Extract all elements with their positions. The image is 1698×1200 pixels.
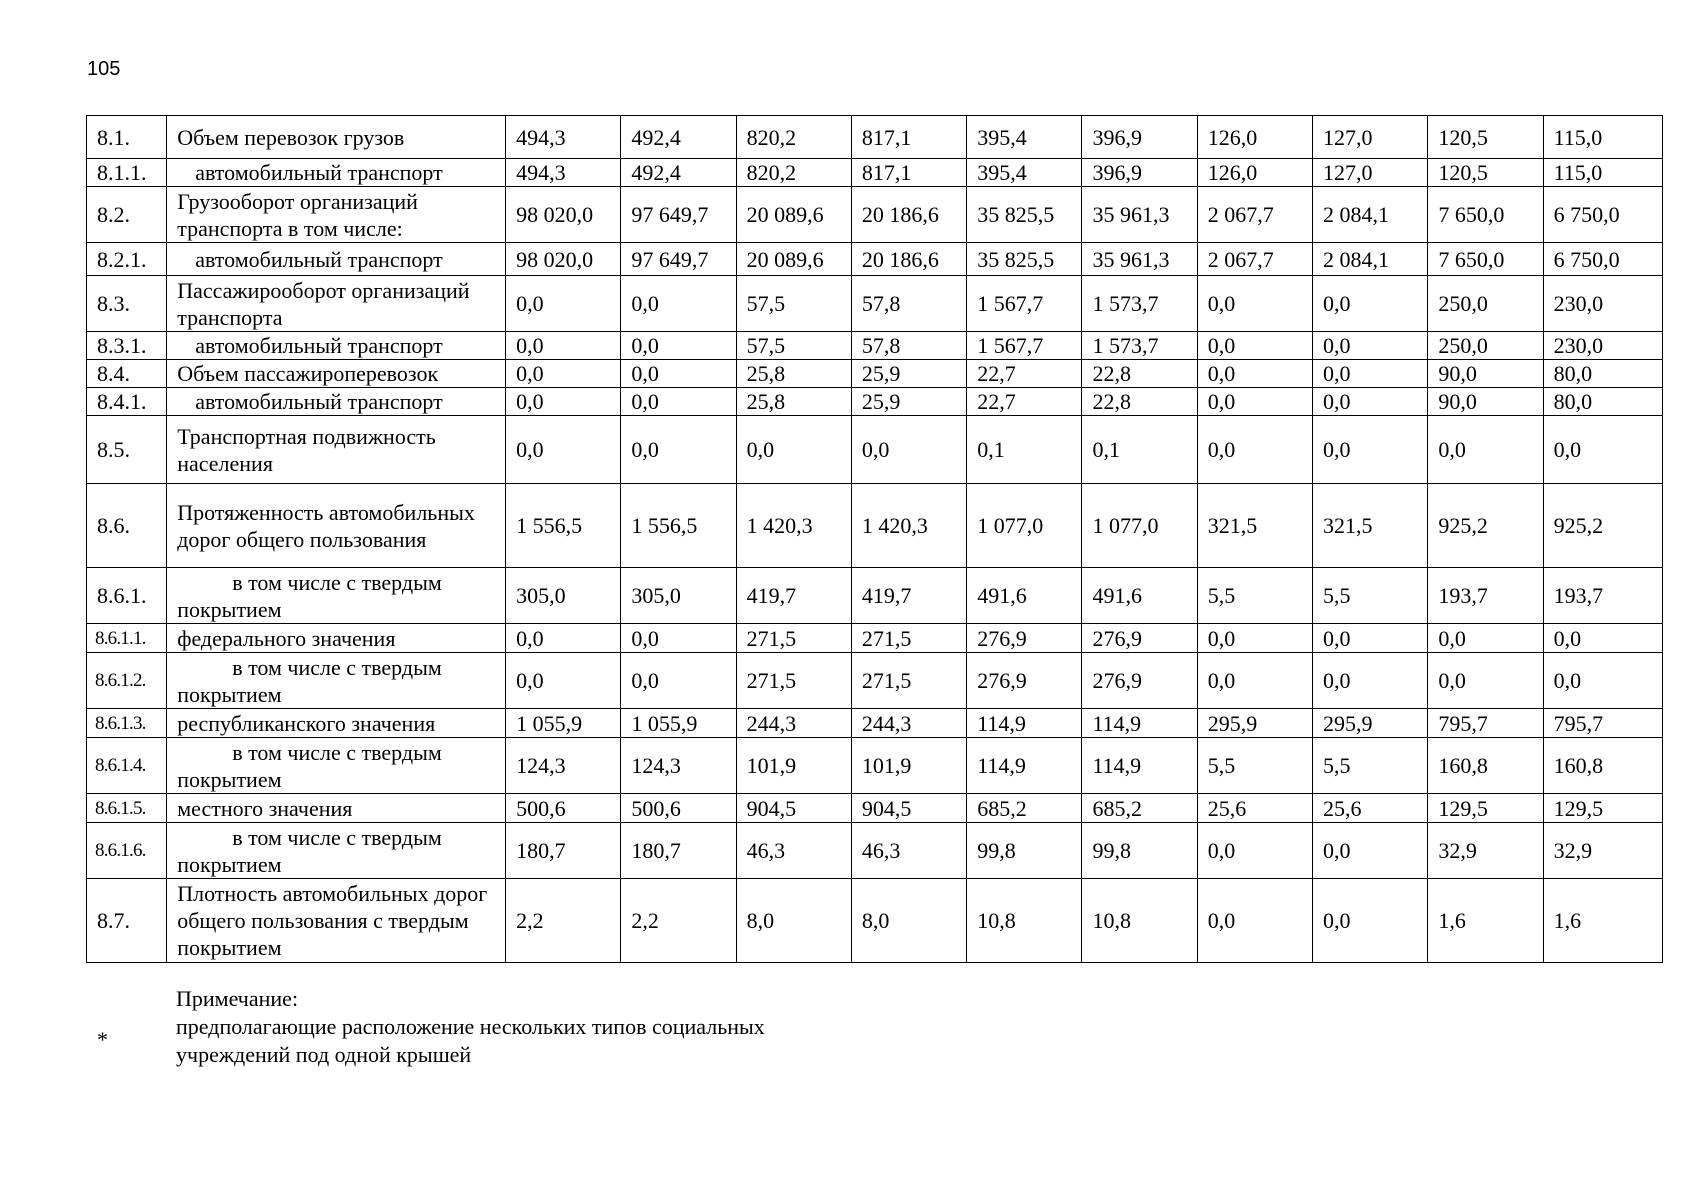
- value-cell: 98 020,0: [506, 187, 621, 243]
- value-cell: 99,8: [967, 823, 1082, 879]
- value-cell: 32,9: [1543, 823, 1662, 879]
- value-cell: 0,0: [1428, 624, 1543, 653]
- value-cell: 5,5: [1197, 738, 1312, 794]
- value-cell: 276,9: [967, 653, 1082, 709]
- value-cell: 820,2: [736, 159, 851, 187]
- value-cell: 0,0: [1313, 332, 1428, 360]
- value-cell: 124,3: [506, 738, 621, 794]
- row-label: Протяженность автомобильных дорог общего пользования: [167, 484, 506, 568]
- table-row: [87, 360, 1663, 388]
- value-cell: 492,4: [621, 116, 736, 159]
- value-cell: 271,5: [851, 624, 966, 653]
- table-row: [87, 709, 1663, 738]
- table-row: [87, 388, 1663, 416]
- value-cell: 90,0: [1428, 388, 1543, 416]
- value-cell: 271,5: [736, 653, 851, 709]
- value-cell: 180,7: [506, 823, 621, 879]
- value-cell: 500,6: [621, 794, 736, 823]
- value-cell: 1,6: [1428, 879, 1543, 963]
- value-cell: 57,5: [736, 332, 851, 360]
- value-cell: 180,7: [621, 823, 736, 879]
- row-label-line: в том числе с твердым: [232, 569, 442, 595]
- value-cell: 0,0: [506, 388, 621, 416]
- value-cell: 0,0: [1313, 388, 1428, 416]
- value-cell: 0,0: [621, 653, 736, 709]
- value-cell: 20 089,6: [736, 243, 851, 276]
- row-code: 8.4.1.: [87, 388, 167, 416]
- value-cell: 120,5: [1428, 159, 1543, 187]
- value-cell: 0,0: [1313, 879, 1428, 963]
- value-cell: 0,0: [1313, 653, 1428, 709]
- value-cell: 0,0: [621, 276, 736, 332]
- value-cell: 500,6: [506, 794, 621, 823]
- row-label-line: покрытием: [177, 681, 282, 707]
- value-cell: 2 084,1: [1313, 243, 1428, 276]
- page-number: 105: [87, 58, 121, 80]
- value-cell: 494,3: [506, 116, 621, 159]
- value-cell: 0,0: [1197, 879, 1312, 963]
- row-code: 8.5.: [87, 416, 167, 484]
- table-row: [87, 159, 1663, 187]
- value-cell: 6 750,0: [1543, 243, 1662, 276]
- value-cell: 230,0: [1543, 332, 1662, 360]
- value-cell: 0,0: [506, 360, 621, 388]
- table-row: [87, 187, 1663, 243]
- value-cell: 57,8: [851, 332, 966, 360]
- value-cell: 35 825,5: [967, 187, 1082, 243]
- value-cell: 0,0: [1313, 360, 1428, 388]
- value-cell: 90,0: [1428, 360, 1543, 388]
- value-cell: 0,0: [506, 653, 621, 709]
- value-cell: 276,9: [1082, 624, 1197, 653]
- value-cell: 395,4: [967, 116, 1082, 159]
- value-cell: 904,5: [736, 794, 851, 823]
- value-cell: 0,0: [621, 332, 736, 360]
- value-cell: 1 567,7: [967, 332, 1082, 360]
- table-row: [87, 568, 1663, 624]
- value-cell: 0,0: [1197, 823, 1312, 879]
- value-cell: 1 573,7: [1082, 276, 1197, 332]
- value-cell: 925,2: [1543, 484, 1662, 568]
- row-code: 8.7.: [87, 879, 167, 963]
- value-cell: 124,3: [621, 738, 736, 794]
- value-cell: 925,2: [1428, 484, 1543, 568]
- row-label: Плотность автомобильных дорог общего пользования с твердым покрытием: [167, 879, 506, 963]
- value-cell: 295,9: [1313, 709, 1428, 738]
- footnote-star: *: [97, 1027, 108, 1052]
- value-cell: 0,0: [1313, 276, 1428, 332]
- value-cell: 820,2: [736, 116, 851, 159]
- value-cell: 101,9: [851, 738, 966, 794]
- value-cell: 0,0: [1313, 416, 1428, 484]
- value-cell: 1 055,9: [506, 709, 621, 738]
- value-cell: 1 573,7: [1082, 332, 1197, 360]
- table-row: [87, 738, 1663, 794]
- row-code: 8.1.1.: [87, 159, 167, 187]
- value-cell: 10,8: [1082, 879, 1197, 963]
- value-cell: 0,0: [506, 276, 621, 332]
- value-cell: 25,8: [736, 360, 851, 388]
- value-cell: 6 750,0: [1543, 187, 1662, 243]
- value-cell: 32,9: [1428, 823, 1543, 879]
- value-cell: 321,5: [1197, 484, 1312, 568]
- row-code: 8.6.1.4.: [87, 738, 167, 794]
- value-cell: 115,0: [1543, 116, 1662, 159]
- value-cell: 129,5: [1428, 794, 1543, 823]
- value-cell: 0,0: [1543, 624, 1662, 653]
- value-cell: 0,0: [621, 388, 736, 416]
- footnote-title: Примечание:: [176, 986, 299, 1011]
- value-cell: 492,4: [621, 159, 736, 187]
- value-cell: 0,0: [621, 360, 736, 388]
- value-cell: 0,0: [851, 416, 966, 484]
- row-label: федерального значения: [167, 624, 506, 653]
- value-cell: 0,0: [1197, 653, 1312, 709]
- row-label: [167, 653, 506, 709]
- row-code: 8.3.1.: [87, 332, 167, 360]
- value-cell: 1 420,3: [736, 484, 851, 568]
- value-cell: 114,9: [1082, 738, 1197, 794]
- value-cell: 0,0: [1428, 416, 1543, 484]
- row-label: [167, 568, 506, 624]
- row-label: республиканского значения: [167, 709, 506, 738]
- value-cell: 2 067,7: [1197, 187, 1312, 243]
- value-cell: 120,5: [1428, 116, 1543, 159]
- value-cell: 57,5: [736, 276, 851, 332]
- row-label: автомобильный транспорт: [167, 159, 506, 187]
- value-cell: 1 556,5: [506, 484, 621, 568]
- value-cell: 250,0: [1428, 276, 1543, 332]
- value-cell: 35 961,3: [1082, 187, 1197, 243]
- value-cell: 2,2: [621, 879, 736, 963]
- row-label-line: покрытием: [177, 596, 282, 622]
- value-cell: 0,1: [1082, 416, 1197, 484]
- value-cell: 101,9: [736, 738, 851, 794]
- value-cell: 494,3: [506, 159, 621, 187]
- row-code: 8.6.1.1.: [87, 624, 167, 653]
- value-cell: 0,1: [967, 416, 1082, 484]
- value-cell: 276,9: [1082, 653, 1197, 709]
- row-label: автомобильный транспорт: [167, 332, 506, 360]
- value-cell: 46,3: [851, 823, 966, 879]
- row-code: 8.6.: [87, 484, 167, 568]
- value-cell: 160,8: [1428, 738, 1543, 794]
- row-label-line: покрытием: [177, 766, 282, 792]
- row-label: Объем перевозок грузов: [167, 116, 506, 159]
- value-cell: 2 067,7: [1197, 243, 1312, 276]
- footnote-line: учреждений под одной крышей: [176, 1042, 472, 1067]
- value-cell: 35 825,5: [967, 243, 1082, 276]
- footnote-line: предполагающие расположение нескольких типов социальных: [176, 1014, 765, 1039]
- value-cell: 22,8: [1082, 388, 1197, 416]
- value-cell: 305,0: [506, 568, 621, 624]
- row-code: 8.6.1.3.: [87, 709, 167, 738]
- row-code: 8.6.1.5.: [87, 794, 167, 823]
- value-cell: 271,5: [851, 653, 966, 709]
- value-cell: 244,3: [851, 709, 966, 738]
- value-cell: 7 650,0: [1428, 187, 1543, 243]
- table-row: [87, 416, 1663, 484]
- row-label: Транспортная подвижность населения: [167, 416, 506, 484]
- value-cell: 817,1: [851, 159, 966, 187]
- table-row: [87, 653, 1663, 709]
- value-cell: 99,8: [1082, 823, 1197, 879]
- value-cell: 25,9: [851, 360, 966, 388]
- table-row: [87, 276, 1663, 332]
- value-cell: 0,0: [1197, 624, 1312, 653]
- row-code: 8.6.1.6.: [87, 823, 167, 879]
- value-cell: 126,0: [1197, 116, 1312, 159]
- value-cell: 685,2: [1082, 794, 1197, 823]
- value-cell: 0,0: [1543, 416, 1662, 484]
- value-cell: 0,0: [506, 416, 621, 484]
- row-label: автомобильный транспорт: [167, 388, 506, 416]
- value-cell: 250,0: [1428, 332, 1543, 360]
- value-cell: 8,0: [736, 879, 851, 963]
- value-cell: 817,1: [851, 116, 966, 159]
- value-cell: 126,0: [1197, 159, 1312, 187]
- value-cell: 7 650,0: [1428, 243, 1543, 276]
- value-cell: 10,8: [967, 879, 1082, 963]
- value-cell: 0,0: [621, 624, 736, 653]
- value-cell: 22,7: [967, 388, 1082, 416]
- row-label-line: в том числе с твердым: [232, 654, 442, 680]
- row-code: 8.2.: [87, 187, 167, 243]
- row-label-line: в том числе с твердым: [232, 739, 442, 765]
- table-row: [87, 794, 1663, 823]
- table-row: [87, 624, 1663, 653]
- value-cell: 0,0: [1197, 416, 1312, 484]
- value-cell: 0,0: [1197, 276, 1312, 332]
- row-label: Грузооборот организаций транспорта в том числе:: [167, 187, 506, 243]
- row-label: автомобильный транспорт: [167, 243, 506, 276]
- row-code: 8.3.: [87, 276, 167, 332]
- value-cell: 491,6: [967, 568, 1082, 624]
- value-cell: 491,6: [1082, 568, 1197, 624]
- value-cell: 20 089,6: [736, 187, 851, 243]
- value-cell: 114,9: [967, 709, 1082, 738]
- value-cell: 419,7: [851, 568, 966, 624]
- value-cell: 25,9: [851, 388, 966, 416]
- value-cell: 127,0: [1313, 159, 1428, 187]
- value-cell: 1 077,0: [967, 484, 1082, 568]
- table-row: [87, 332, 1663, 360]
- row-code: 8.4.: [87, 360, 167, 388]
- value-cell: 244,3: [736, 709, 851, 738]
- transport-indicators-table: [86, 115, 1663, 963]
- table-row: [87, 116, 1663, 159]
- value-cell: 1 556,5: [621, 484, 736, 568]
- value-cell: 0,0: [1313, 624, 1428, 653]
- value-cell: 5,5: [1313, 568, 1428, 624]
- row-label-line: покрытием: [177, 851, 282, 877]
- row-label: [167, 738, 506, 794]
- value-cell: 2,2: [506, 879, 621, 963]
- value-cell: 685,2: [967, 794, 1082, 823]
- value-cell: 305,0: [621, 568, 736, 624]
- value-cell: 97 649,7: [621, 187, 736, 243]
- value-cell: 0,0: [506, 332, 621, 360]
- value-cell: 20 186,6: [851, 187, 966, 243]
- row-label: Объем пассажироперевозок: [167, 360, 506, 388]
- value-cell: 98 020,0: [506, 243, 621, 276]
- value-cell: 25,8: [736, 388, 851, 416]
- value-cell: 46,3: [736, 823, 851, 879]
- value-cell: 0,0: [1197, 332, 1312, 360]
- value-cell: 321,5: [1313, 484, 1428, 568]
- value-cell: 0,0: [736, 416, 851, 484]
- row-label: Пассажирооборот организаций транспорта: [167, 276, 506, 332]
- value-cell: 0,0: [1543, 653, 1662, 709]
- value-cell: 1,6: [1543, 879, 1662, 963]
- value-cell: 0,0: [1428, 653, 1543, 709]
- table-row: [87, 823, 1663, 879]
- value-cell: 1 567,7: [967, 276, 1082, 332]
- value-cell: 795,7: [1428, 709, 1543, 738]
- value-cell: 25,6: [1197, 794, 1312, 823]
- value-cell: 1 055,9: [621, 709, 736, 738]
- value-cell: 1 420,3: [851, 484, 966, 568]
- row-label-line: в том числе с твердым: [232, 824, 442, 850]
- table-row: [87, 879, 1663, 963]
- value-cell: 5,5: [1313, 738, 1428, 794]
- value-cell: 129,5: [1543, 794, 1662, 823]
- value-cell: 20 186,6: [851, 243, 966, 276]
- value-cell: 2 084,1: [1313, 187, 1428, 243]
- value-cell: 396,9: [1082, 116, 1197, 159]
- value-cell: 8,0: [851, 879, 966, 963]
- value-cell: 795,7: [1543, 709, 1662, 738]
- value-cell: 22,7: [967, 360, 1082, 388]
- value-cell: 193,7: [1543, 568, 1662, 624]
- value-cell: 904,5: [851, 794, 966, 823]
- value-cell: 80,0: [1543, 388, 1662, 416]
- row-label: местного значения: [167, 794, 506, 823]
- value-cell: 0,0: [1197, 388, 1312, 416]
- row-code: 8.6.1.: [87, 568, 167, 624]
- value-cell: 35 961,3: [1082, 243, 1197, 276]
- value-cell: 0,0: [506, 624, 621, 653]
- value-cell: 114,9: [967, 738, 1082, 794]
- value-cell: 396,9: [1082, 159, 1197, 187]
- value-cell: 80,0: [1543, 360, 1662, 388]
- value-cell: 0,0: [1313, 823, 1428, 879]
- row-label: [167, 823, 506, 879]
- value-cell: 295,9: [1197, 709, 1312, 738]
- value-cell: 276,9: [967, 624, 1082, 653]
- value-cell: 0,0: [621, 416, 736, 484]
- value-cell: 57,8: [851, 276, 966, 332]
- value-cell: 1 077,0: [1082, 484, 1197, 568]
- table-row: [87, 484, 1663, 568]
- value-cell: 114,9: [1082, 709, 1197, 738]
- value-cell: 5,5: [1197, 568, 1312, 624]
- value-cell: 25,6: [1313, 794, 1428, 823]
- table-row: [87, 243, 1663, 276]
- row-code: 8.6.1.2.: [87, 653, 167, 709]
- value-cell: 193,7: [1428, 568, 1543, 624]
- value-cell: 271,5: [736, 624, 851, 653]
- value-cell: 127,0: [1313, 116, 1428, 159]
- value-cell: 22,8: [1082, 360, 1197, 388]
- value-cell: 0,0: [1197, 360, 1312, 388]
- value-cell: 395,4: [967, 159, 1082, 187]
- value-cell: 160,8: [1543, 738, 1662, 794]
- value-cell: 115,0: [1543, 159, 1662, 187]
- footnote: [176, 985, 765, 1069]
- value-cell: 230,0: [1543, 276, 1662, 332]
- row-code: 8.1.: [87, 116, 167, 159]
- row-code: 8.2.1.: [87, 243, 167, 276]
- value-cell: 97 649,7: [621, 243, 736, 276]
- value-cell: 419,7: [736, 568, 851, 624]
